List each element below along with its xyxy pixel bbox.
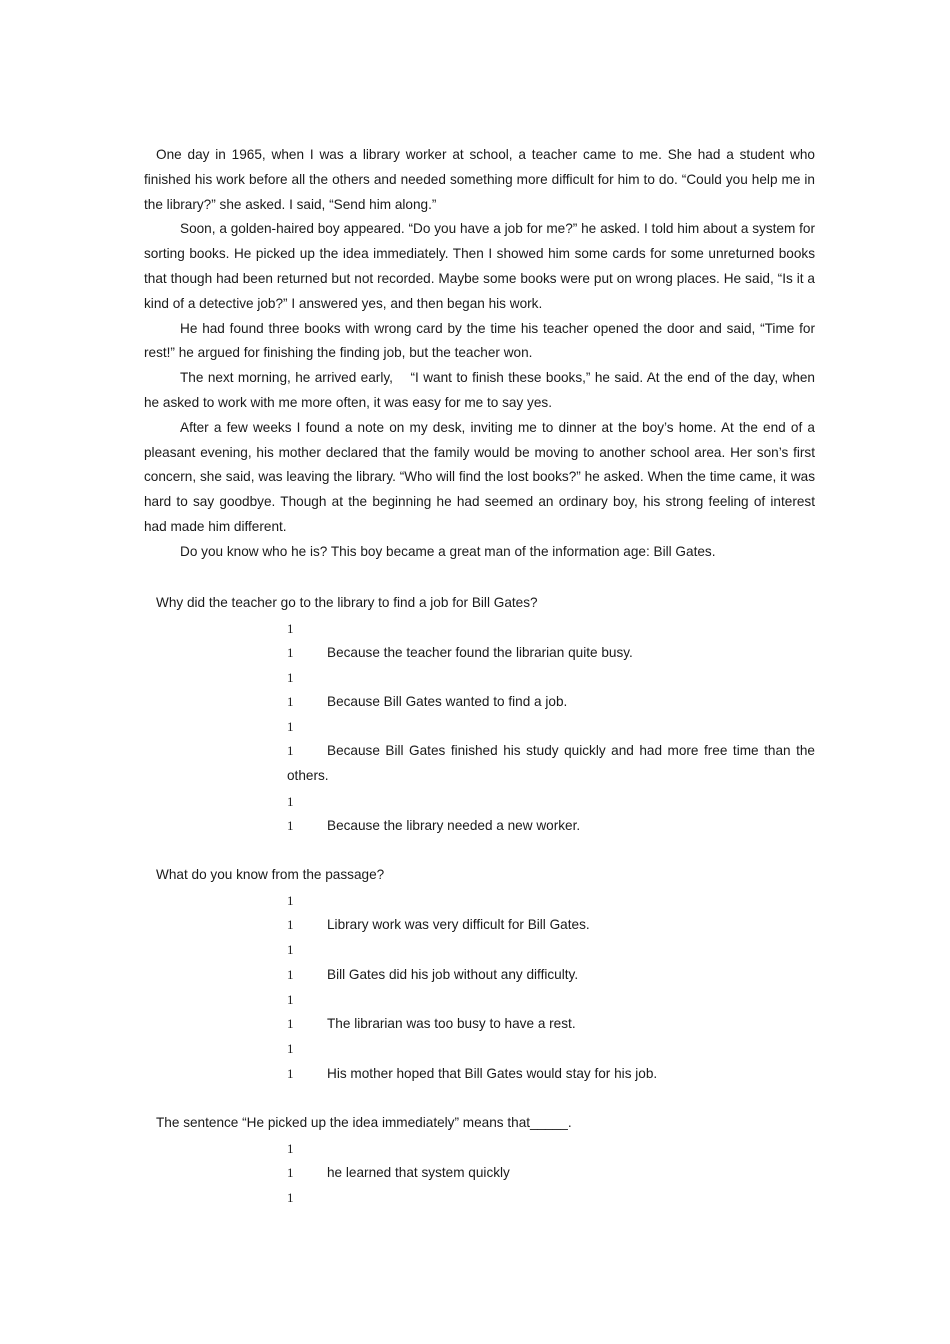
- reading-passage: [144, 143, 819, 565]
- question-2-option-d: His mother hoped that Bill Gates would stay for his job.: [327, 1066, 658, 1081]
- option-marker: 1: [287, 621, 294, 636]
- passage-paragraph: The next morning, he arrived early, “I want to finish these books,” he said. At the end of the day, when he asked to work with me more often, it was easy for me to say yes.: [144, 370, 819, 410]
- option-marker: 1: [287, 1141, 294, 1156]
- option-marker: 1: [287, 794, 294, 809]
- option-marker: 1: [287, 1016, 294, 1031]
- question-2-stem: What do you know from the passage?: [156, 867, 385, 882]
- question-1-option-d: Because the library needed a new worker.: [327, 818, 581, 833]
- option-marker: 1: [287, 645, 294, 660]
- option-marker: 1: [287, 1165, 294, 1180]
- question-2-option-c: The librarian was too busy to have a rest.: [327, 1016, 576, 1031]
- option-marker: 1: [287, 694, 294, 709]
- passage-paragraph: Soon, a golden-haired boy appeared. “Do you have a job for me?” he asked. I told him about a system for sorting books. He picked up the idea immediately. Then I showed him some cards for some unreturned books that though had been returned but not recorded. Maybe some books were put on wrong places. He said, “Is it a kind of a detective job?” I answered yes, and then began his work.: [144, 221, 815, 311]
- passage-paragraph: He had found three books with wrong card by the time his teacher opened the door and said, “Time for rest!” he argued for finishing the finding job, but the teacher won.: [144, 320, 815, 361]
- question-1-option-b: Because Bill Gates wanted to find a job.: [327, 694, 568, 709]
- question-1-option-c: Because Bill Gates finished his study quickly and had more free time than the: [327, 743, 815, 758]
- option-marker: 1: [287, 917, 294, 932]
- question-2-option-a: Library work was very difficult for Bill Gates.: [327, 917, 590, 932]
- option-marker: 1: [287, 719, 294, 734]
- option-marker: 1: [287, 1066, 294, 1081]
- option-marker: 1: [287, 967, 294, 982]
- question-3-option-a: he learned that system quickly: [327, 1165, 510, 1180]
- question-3-stem: The sentence “He picked up the idea immediately” means that_____.: [156, 1115, 572, 1130]
- question-1-option-a: Because the teacher found the librarian quite busy.: [327, 645, 633, 660]
- passage-paragraph: One day in 1965, when I was a library worker at school, a teacher came to me. She had a student who finished his work before all the others and needed something more difficult for him to do. “Could you help me in the library?” she asked. I said, “Send him along.”: [144, 147, 815, 212]
- passage-paragraph: Do you know who he is? This boy became a great man of the information age: Bill Gates.: [180, 543, 716, 559]
- question-1-option-c-continued: others.: [287, 768, 329, 783]
- question-1-stem: Why did the teacher go to the library to find a job for Bill Gates?: [156, 595, 538, 610]
- option-marker: 1: [287, 1041, 294, 1056]
- question-2-option-b: Bill Gates did his job without any difficulty.: [327, 967, 579, 982]
- option-marker: 1: [287, 992, 294, 1007]
- passage-paragraph: After a few weeks I found a note on my desk, inviting me to dinner at the boy’s home. At the end of a pleasant evening, his mother declared that the family would be moving to another school area. Her son’s first concern, she said, was leaving the library. “Who will find the lost books?” he asked. When the time came, it was hard to say goodbye. Though at the beginning he had seemed an ordinary boy, his strong feeling of interest had made him different.: [144, 419, 815, 534]
- option-marker: 1: [287, 1190, 294, 1205]
- option-marker: 1: [287, 942, 294, 957]
- option-marker: 1: [287, 818, 294, 833]
- option-marker: 1: [287, 743, 294, 758]
- option-marker: 1: [287, 670, 294, 685]
- option-marker: 1: [287, 893, 294, 908]
